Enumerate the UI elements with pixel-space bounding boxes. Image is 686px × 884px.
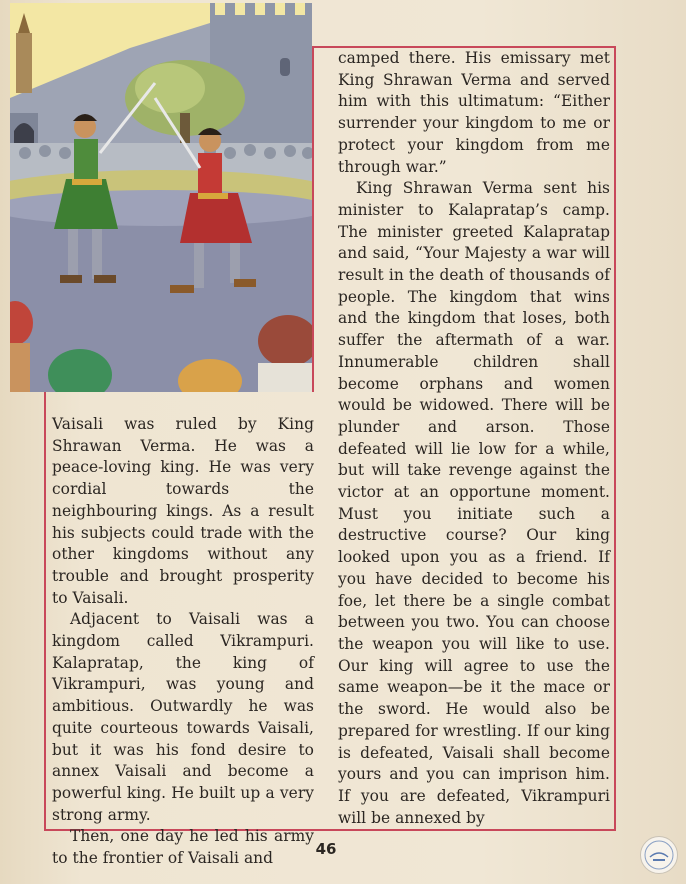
- right-text-column: [338, 48, 610, 829]
- page-number: 46: [315, 840, 337, 858]
- right-paragraph-1: camped there. His emissary met King Shrawan Verma and served him with this ultimatum: “Either surrender your kingdom to me or protect your kingdom from me through war.”: [338, 49, 610, 176]
- duel-illustration: [10, 3, 312, 392]
- left-paragraph-3: Then, one day he led his army to the frontier of Vaisali and: [52, 827, 314, 868]
- right-paragraph-2: King Shrawan Verma sent his minister to Kalapratap’s camp. The minister greeted Kalapratap and said, “Your Majesty a war will result in the death of thousands of people. The kingdom that wins and the kingdom that loses, both suffer the aftermath of a war. Innumerable children shall become orphans and women would be widowed. There will be plunder and arson. Those defeated will lie low for a while, but will take revenge against the victor at an opportune moment. Must you initiate such a destructive course? Our king looked upon you as a friend. If you have decided to become his foe, let there be a single combat between you two. You can choose the weapon you will like to use. Our king will agree to use the same weapon—be it the mace or the sword. He would also be prepared for wrestling. If our king is defeated, Vaisali shall become yours and you can imprison him. If you are defeated, Vikrampuri will be annexed by: [338, 179, 610, 827]
- left-paragraph-1: Vaisali was ruled by King Shrawan Verma. He was a peace-loving king. He was very cordial towards the neighbouring kings. As a result his subjects could trade with the other kingdoms without any trouble and brought prosperity to Vaisali.: [52, 415, 314, 607]
- library-stamp-icon: [640, 836, 678, 874]
- frame-right-line: [614, 46, 616, 830]
- frame-left-line-upper: [312, 46, 314, 392]
- left-text-column: [52, 414, 314, 870]
- frame-left-line-lower: [44, 392, 46, 830]
- left-paragraph-2: Adjacent to Vaisali was a kingdom called Vikrampuri. Kalapratap, the king of Vikrampuri, was young and ambitious. Outwardly he was quite courteous towards Vaisali, but it was his fond desire to annex Vaisali and become a powerful king. He built up a very strong army.: [52, 610, 314, 824]
